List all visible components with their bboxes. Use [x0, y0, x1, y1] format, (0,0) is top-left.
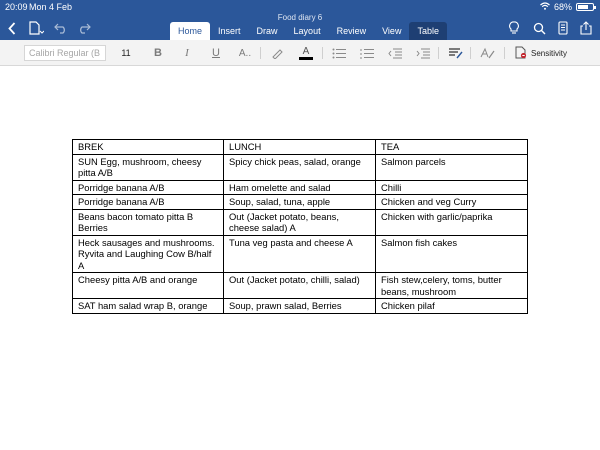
font-color-glyph: A [302, 45, 310, 57]
table-cell[interactable]: Beans bacon tomato pitta B Berries [73, 209, 224, 235]
sensitivity-icon [514, 46, 527, 61]
table-cell[interactable]: Soup, salad, tuna, apple [224, 195, 376, 210]
underline-button[interactable]: U [212, 47, 220, 59]
table-cell[interactable]: Salmon parcels [376, 154, 528, 180]
tab-insert[interactable]: Insert [218, 26, 241, 36]
ribbon-separator [322, 47, 323, 59]
table-cell[interactable]: Out (Jacket potato, beans, cheese salad) A [224, 209, 376, 235]
home-ribbon [0, 40, 600, 66]
table-cell[interactable]: Cheesy pitta A/B and orange [73, 273, 224, 299]
table-cell[interactable]: Soup, prawn salad, Berries [224, 299, 376, 314]
bullets-icon[interactable] [331, 46, 347, 60]
table-row [73, 195, 528, 210]
file-menu-icon[interactable] [27, 20, 45, 36]
ribbon-separator [470, 47, 471, 59]
lightbulb-icon[interactable] [507, 20, 521, 36]
table-cell[interactable]: TEA [376, 140, 528, 155]
paragraph-styles-icon[interactable] [446, 46, 464, 60]
increase-indent-icon[interactable] [415, 46, 431, 60]
ribbon-tabs [170, 22, 447, 40]
table-header-row [73, 140, 528, 155]
table-cell[interactable]: Chilli [376, 180, 528, 195]
table-cell[interactable]: Salmon fish cakes [376, 235, 528, 273]
tab-layout[interactable]: Layout [293, 26, 321, 36]
tab-home[interactable]: Home [170, 22, 210, 40]
table-cell[interactable]: SAT ham salad wrap B, orange [73, 299, 224, 314]
document-title: Food diary 6 [277, 13, 323, 22]
status-right [540, 2, 594, 12]
phone-layout-icon[interactable] [556, 20, 570, 36]
ribbon-separator [438, 47, 439, 59]
more-formatting-button[interactable]: A.. [238, 47, 252, 59]
font-size-field[interactable]: 11 [121, 48, 131, 58]
document-page[interactable] [0, 66, 600, 450]
table-row [73, 209, 528, 235]
table-cell[interactable]: Porridge banana A/B [73, 195, 224, 210]
status-time: 20:09 [5, 2, 28, 12]
table-cell[interactable]: Chicken and veg Curry [376, 195, 528, 210]
sensitivity-button[interactable] [514, 46, 567, 60]
bold-button[interactable]: B [154, 47, 162, 59]
table-cell[interactable]: SUN Egg, mushroom, cheesy pitta A/B [73, 154, 224, 180]
font-color-button[interactable] [296, 46, 316, 60]
table-cell[interactable]: Spicy chick peas, salad, orange [224, 154, 376, 180]
table-cell[interactable]: Porridge banana A/B [73, 180, 224, 195]
table-row [73, 154, 528, 180]
table-cell[interactable]: BREK [73, 140, 224, 155]
table-cell[interactable]: Out (Jacket potato, chilli, salad) [224, 273, 376, 299]
numbering-icon[interactable] [359, 46, 375, 60]
table-row [73, 180, 528, 195]
share-icon[interactable] [578, 20, 594, 36]
table-cell[interactable]: LUNCH [224, 140, 376, 155]
table-cell[interactable]: Tuna veg pasta and cheese A [224, 235, 376, 273]
battery-icon [576, 3, 594, 11]
table-cell[interactable]: Chicken with garlic/paprika [376, 209, 528, 235]
battery-percent: 68% [553, 2, 572, 12]
table-row [73, 235, 528, 273]
italic-button[interactable]: I [185, 47, 189, 59]
redo-icon[interactable] [76, 20, 92, 36]
font-name-field[interactable]: Calibri Regular (B [24, 45, 106, 61]
tab-draw[interactable]: Draw [256, 26, 278, 36]
status-date: Mon 4 Feb [29, 2, 73, 12]
food-diary-table[interactable] [72, 139, 528, 314]
decrease-indent-icon[interactable] [387, 46, 403, 60]
styles-pen-icon[interactable] [478, 46, 496, 60]
table-cell[interactable]: Heck sausages and mushrooms. Ryvita and Laughing Cow B/half A [73, 235, 224, 273]
highlighter-icon[interactable] [269, 46, 285, 60]
table-cell[interactable]: Chicken pilaf [376, 299, 528, 314]
search-icon[interactable] [531, 20, 547, 36]
sensitivity-label: Sensitivity [531, 48, 568, 58]
back-chevron-icon[interactable] [4, 19, 20, 37]
font-color-swatch [299, 57, 313, 60]
table-row [73, 299, 528, 314]
title-bar [0, 0, 600, 40]
tab-view[interactable]: View [382, 26, 402, 36]
tab-table[interactable]: Table [409, 22, 447, 40]
tab-review[interactable]: Review [336, 26, 367, 36]
table-cell[interactable]: Ham omelette and salad [224, 180, 376, 195]
table-cell[interactable]: Fish stew,celery, toms, butter beans, mushroom [376, 273, 528, 299]
table-row [73, 273, 528, 299]
wifi-icon [540, 2, 550, 12]
undo-icon[interactable] [53, 20, 69, 36]
ribbon-separator [504, 47, 505, 59]
ribbon-separator [260, 47, 261, 59]
